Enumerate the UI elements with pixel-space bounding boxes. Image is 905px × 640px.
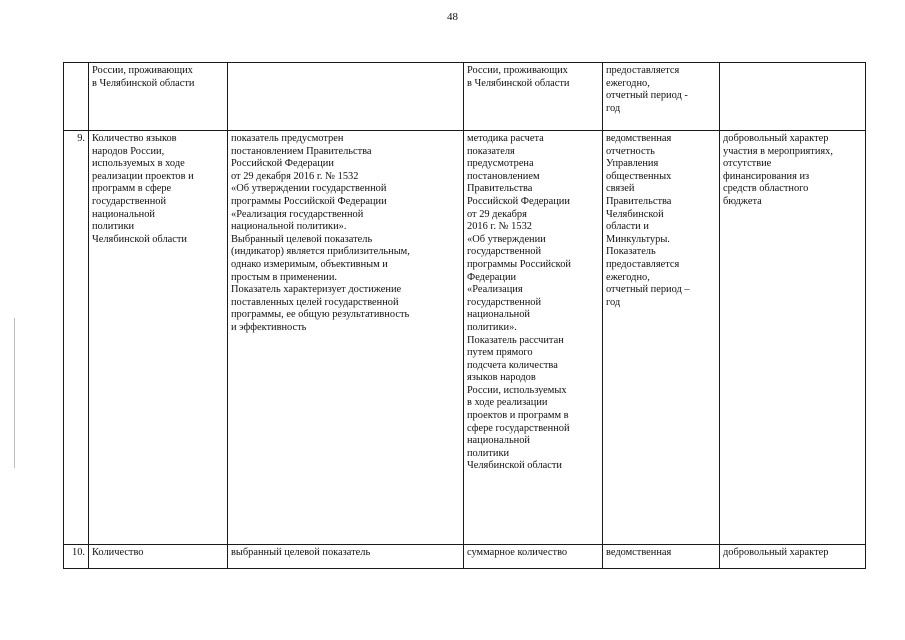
margin-mark bbox=[14, 318, 15, 468]
risks-cell: добровольный характер участия в мероприятиях, отсутствие финансирования из средств областного бюджета bbox=[720, 131, 866, 545]
risks-cell bbox=[720, 63, 866, 131]
row-number: 10. bbox=[64, 545, 89, 569]
table-row bbox=[64, 545, 866, 569]
table-row bbox=[64, 131, 866, 545]
page-number: 48 bbox=[447, 11, 458, 23]
indicator-basis-cell bbox=[228, 63, 464, 131]
calculation-method-cell: методика расчета показателя предусмотрена постановлением Правительства Российской Федерации от 29 декабря 2016 г. № 1532 «Об утверждении государственной программы Российской Федерации «Реализация государственной национальной политики». Показатель рассчитан путем прямого подсчета количества языков народов России, используемых в ходе реализации проектов и программ в сфере государственной национальной политики Челябинской области bbox=[464, 131, 603, 545]
calculation-method-cell: России, проживающих в Челябинской области bbox=[464, 63, 603, 131]
row-number: 9. bbox=[64, 131, 89, 545]
indicator-table bbox=[63, 62, 866, 569]
data-source-cell: предоставляется ежегодно, отчетный период - год bbox=[603, 63, 720, 131]
indicator-name-cell: России, проживающих в Челябинской области bbox=[89, 63, 228, 131]
table-row bbox=[64, 63, 866, 131]
indicator-basis-cell: выбранный целевой показатель bbox=[228, 545, 464, 569]
calculation-method-cell: суммарное количество bbox=[464, 545, 603, 569]
data-source-cell: ведомственная bbox=[603, 545, 720, 569]
indicator-name-cell: Количество языков народов России, используемых в ходе реализации проектов и программ в сфере государственной национальной политики Челябинской области bbox=[89, 131, 228, 545]
indicator-name-cell: Количество bbox=[89, 545, 228, 569]
risks-cell: добровольный характер bbox=[720, 545, 866, 569]
row-number bbox=[64, 63, 89, 131]
indicator-basis-cell: показатель предусмотрен постановлением Правительства Российской Федерации от 29 декабря 2016 г. № 1532 «Об утверждении государственной программы Российской Федерации «Реализация государственной национальной политики». Выбранный целевой показатель (индикатор) является приблизительным, однако измеримым, объективным и простым в применении. Показатель характеризует достижение поставленных целей государственной программы, ее общую результативность и эффективность bbox=[228, 131, 464, 545]
data-source-cell: ведомственная отчетность Управления общественных связей Правительства Челябинской области и Минкультуры. Показатель предоставляется ежегодно, отчетный период – год bbox=[603, 131, 720, 545]
